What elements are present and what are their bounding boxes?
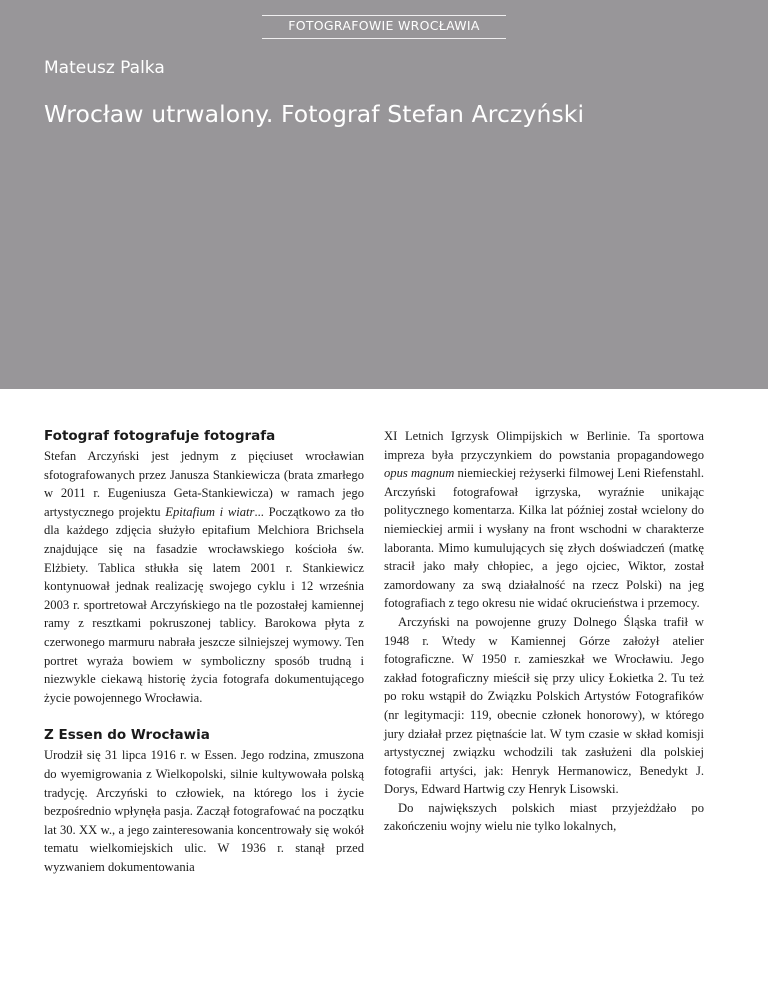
section2-paragraph: Urodził się 31 lipca 1916 r. w Essen. Jego rodzina, zmuszona do wyemigrowania z Wielkopolski, silnie kultywowała polską tradycję. Arczyński to człowiek, na którego los i życie bezpośrednio wpłynęła pasja. Zaczął fotografować na początku lat 30. XX w., a jego zainteresowania koncentrowały się wokół tematu wielkomiejskich ulic. W 1936 r. stanął przed wyzwaniem dokumentowania bbox=[44, 748, 364, 874]
right-paragraph-2: Arczyński na powojenne gruzy Dolnego Śląska trafił w 1948 r. Wtedy w Kamiennej Górze założył atelier fotograficzne. W 1950 r. zamieszkał we Wrocławiu. Jego zakład fotograficzny mieścił się przy ulicy Łokietka 2. Tu też po roku wstąpił do Związku Polskich Artystów Fotografików (nr legitymacji: 119, obecnie członek honorowy), w którego jury działał przez piętnaście lat. W tym czasie w skład komisji artystycznej związku wchodzili tak zasłużeni dla polskiej fotografii artyści, jak: Henryk Hermanowicz, Benedykt J. Dorys, Edward Hartwig czy Henryk Lisowski. bbox=[384, 614, 704, 797]
author-name: Mateusz Palka bbox=[44, 58, 165, 78]
article-title: Wrocław utrwalony. Fotograf Stefan Arczyński bbox=[44, 100, 585, 128]
series-label: FOTOGRAFOWIE WROCŁAWIA bbox=[288, 18, 480, 33]
section-heading-2: Z Essen do Wrocławia bbox=[44, 727, 210, 744]
series-rule-top bbox=[262, 15, 506, 16]
section1-paragraph bbox=[44, 447, 364, 707]
right-text-b: niemieckiej reżyserki filmowej Leni Riefenstahl. Arczyński fotografował igrzyska, wyraźnie unikając politycznego komentarza. Kilka lat później został wcielony do niemieckiej armii i wysłany na front wschodni w charakterze laboranta. Mimo kumulujących się złych doświadczeń (matkę stracił jako mały chłopiec, a jego ojciec, Wiktor, został zamordowany za swą działalność na rzecz Polski) na jeg fotografiach z tego okresu nie widać okrucieństwa i przemocy. bbox=[384, 466, 705, 611]
left-column bbox=[44, 427, 364, 876]
section1-text-b: ... Początkowo za tło dla każdego zdjęcia służyło epitafium Melchiora Brichsela znajdujące się na fasadzie wrocławskiego kościoła św. Elżbiety. Tablica stłukła się latem 2001 r. Stankiewicz kontynuował jednak realizację swojego cyklu i 12 września 2003 r. sportretował Arczyńskiego na tle pozostałej kamiennej ramy z resztkami pokruszonej tablicy. Barokowa płyta z czerwonego marmuru nabrała jeszcze silniejszej wymowy. Ten portret wyraża bowiem w symboliczny sposób trudną i niezwykle ciekawą historię życia fotografa dokumentującego życie powojennego Wrocławia. bbox=[44, 504, 364, 705]
header-banner bbox=[0, 0, 768, 389]
right-paragraph-1 bbox=[384, 427, 704, 613]
section-heading-1: Fotograf fotografuje fotografa bbox=[44, 428, 276, 444]
section1-text-a: Stefan Arczyński jest jednym z pięciuset wrocławian sfotografowanych przez Janusza Stankiewicza (brata zmarłego w 2011 r. Eugeniusza Geta-Stankiewicza) w ramach jego artystycznego projektu bbox=[44, 449, 364, 519]
section1-title-italic: Epitafium i wiatr bbox=[165, 504, 255, 519]
right-italic: opus magnum bbox=[384, 466, 455, 481]
right-paragraph-3: Do największych polskich miast przyjeżdżało po zakończeniu wojny wielu nie tylko lokalnych, bbox=[384, 800, 704, 834]
right-text-a: XI Letnich Igrzysk Olimpijskich w Berlinie. Ta sportowa impreza była przyczynkiem do powstania propagandowego bbox=[384, 429, 704, 462]
right-column bbox=[384, 427, 704, 836]
series-rule-bottom bbox=[262, 38, 506, 39]
